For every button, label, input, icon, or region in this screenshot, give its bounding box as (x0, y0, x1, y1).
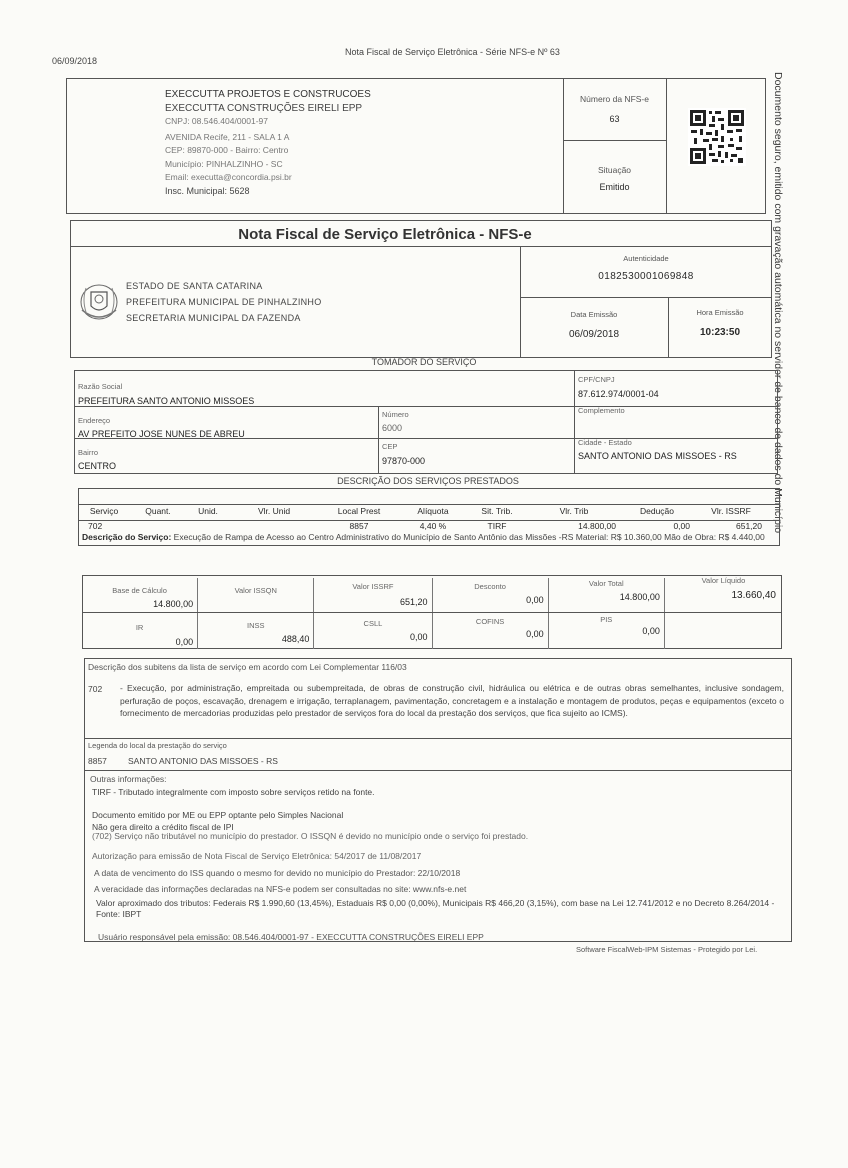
col-tax-status: Sit. Trib. (481, 506, 513, 516)
tax-ir (82, 613, 198, 649)
cell-deduction: 0,00 (673, 521, 690, 531)
tax-pis-label: PIS (600, 615, 613, 624)
local-name: SANTO ANTONIO DAS MISSOES - RS (128, 756, 278, 766)
total-net-label: Valor Líquido (701, 576, 746, 585)
tax-cofins-value: 0,00 (526, 629, 544, 639)
total-amount-value: 14.800,00 (619, 592, 660, 602)
taker-divider-1 (74, 406, 778, 407)
prefecture-state: ESTADO DE SANTA CATARINA (126, 281, 263, 291)
taker-divider-3 (574, 370, 575, 474)
taker-number-label: Número (382, 410, 409, 419)
total-issrf (314, 578, 432, 612)
taker-complement-label: Complemento (578, 406, 625, 415)
taker-district: CENTRO (78, 461, 116, 471)
main-title: Nota Fiscal de Serviço Eletrônica - NFS-e (238, 226, 532, 243)
page-header-title: Nota Fiscal de Serviço Eletrônica - Série NFS-e Nº 63 (345, 47, 560, 57)
total-amount (549, 578, 665, 612)
local-label: Legenda do local da prestação do serviço (88, 741, 227, 750)
totals-row-2 (82, 613, 782, 649)
total-amount-label: Valor Total (588, 579, 624, 588)
taker-cep: 97870-000 (382, 456, 426, 466)
nfse-status: Emitido (599, 182, 630, 192)
software-footer: Software FiscalWeb-IPM Sistemas - Protegido por Lei. (576, 945, 758, 954)
auth-divider-2 (520, 297, 772, 298)
tax-cofins-label: COFINS (475, 617, 505, 626)
issuer-email: Email: executta@concordia.psi.br (165, 172, 292, 182)
total-net (665, 578, 782, 612)
cell-unit-value (230, 521, 318, 531)
col-local: Local Prest (337, 506, 381, 516)
other-info-label: Outras informações: (90, 774, 167, 784)
other-info-line-6: A veracidade das informações declaradas na NFS-e podem ser consultadas no site: www.nfs-e.net (94, 884, 467, 894)
issue-date: 06/09/2018 (568, 329, 620, 340)
prefecture-info (126, 278, 322, 326)
total-issrf-value: 651,20 (399, 597, 428, 607)
print-date: 06/09/2018 (52, 56, 98, 66)
taker-city-label: Cidade - Estado (578, 438, 632, 447)
total-base-label: Base de Cálculo (112, 586, 167, 595)
issuer-trade-name: EXECCUTTA PROJETOS E CONSTRUCOES (165, 89, 371, 100)
total-issrf-label: Valor ISSRF (352, 582, 394, 591)
cell-unit (186, 521, 230, 531)
col-deduction: Dedução (639, 506, 675, 516)
col-unit-value: Vlr. Unid (257, 506, 291, 516)
prefecture-name: PREFEITURA MUNICIPAL DE PINHALZINHO (126, 297, 322, 307)
cell-service: 702 (88, 521, 103, 531)
taker-address: AV PREFEITO JOSE NUNES DE ABREU (78, 429, 245, 439)
issuer-divider-2 (666, 78, 667, 214)
col-service: Serviço (89, 506, 119, 516)
tax-csll (314, 613, 432, 649)
issuer-cnpj: CNPJ: 08.546.404/0001-97 (165, 116, 269, 126)
local-code: 8857 (88, 756, 107, 766)
services-header-line (78, 504, 780, 505)
services-header-row (78, 506, 780, 516)
nfse-number: 63 (609, 114, 620, 124)
title-divider (70, 246, 772, 247)
other-info-line-4: Autorização para emissão de Nota Fiscal de Serviço Eletrônica: 54/2017 de 11/08/2017 (92, 851, 422, 861)
subitem-text: - Execução, por administração, empreitada ou subempreitada, de obras de construção civil, hidráulica ou elétrica e de outras obras semelhantes, inclusive sondagem, perfuração de poços, escavação, drenagem e irrigação, terraplanagem, pavimentação, concretagem e a instalação e montagem de produtos, peças e equipamentos (exceto o fornecimento de mercadorias produzidas pelo prestador de serviços fora do local da prestação dos serviços, que fica sujeito ao ICMS). (120, 683, 784, 718)
tax-pis (549, 613, 665, 649)
cell-local: 8857 (349, 521, 369, 531)
total-net-value: 13.660,40 (731, 590, 776, 601)
taker-cnpj: 87.612.974/0001-04 (578, 389, 659, 399)
total-discount-label: Desconto (474, 582, 506, 591)
taker-number: 6000 (382, 423, 403, 433)
issuer-divider-3 (563, 140, 666, 141)
issue-time: 10:23:50 (699, 327, 741, 338)
other-info-line-2: Não gera direito a crédito fiscal de IPI (92, 822, 234, 832)
tax-ir-label: IR (135, 623, 144, 632)
issue-time-label: Hora Emissão (696, 308, 744, 317)
other-info-line-5: A data de vencimento do ISS quando o mesmo for devido no município do Prestador: 22/10/2018 (94, 868, 461, 878)
issuer-municipal-reg: Insc. Municipal: 5628 (165, 185, 250, 196)
subitem-code: 702 (88, 684, 103, 694)
other-info-line-7: Valor aproximado dos tributos: Federais R$ 1.990,60 (13,45%), Estaduais R$ 0,00 (0,00%), Municipais R$ 466,20 (3,15%), com base na Lei 12.741/2012 e no Decreto 8.264/2014 - Fonte: IBPT (96, 898, 775, 919)
prefecture-secretariat: SECRETARIA MUNICIPAL DA FAZENDA (126, 313, 301, 323)
tax-ir-value: 0,00 (175, 637, 194, 647)
issuer-cep: CEP: 89870-000 - Bairro: Centro (165, 145, 289, 155)
tax-empty-cell (665, 613, 782, 649)
total-base (82, 578, 198, 612)
tax-pis-value: 0,00 (642, 626, 660, 636)
total-discount-value: 0,00 (526, 595, 544, 605)
tax-csll-value: 0,00 (409, 632, 428, 642)
total-issqn-label: Valor ISSQN (234, 586, 277, 595)
other-info-line-1: Documento emitido por ME ou EPP optante pelo Simples Nacional (92, 810, 344, 820)
qr-code (688, 108, 746, 166)
taker-city: SANTO ANTONIO DAS MISSOES - RS (578, 451, 737, 461)
taker-section-title: TOMADOR DO SERVIÇO (371, 357, 477, 367)
tax-cofins (433, 613, 549, 649)
tax-inss (198, 613, 314, 649)
other-info-line-8: Usuário responsável pela emissão: 08.546.404/0001-97 - EXECCUTTA CONSTRUÇÕES EIRELI EPP (98, 932, 484, 942)
subitem-label: Descrição dos subitens da lista de serviço em acordo com Lei Complementar 116/03 (88, 662, 407, 672)
totals-row-1 (82, 578, 782, 612)
col-qty: Quant. (145, 506, 171, 516)
cell-rate: 4,40 % (419, 521, 447, 531)
info-divider-1 (84, 738, 792, 739)
auth-label: Autenticidade (623, 254, 669, 263)
service-description-label: Descrição do Serviço: (82, 532, 172, 542)
services-section-title: DESCRIÇÃO DOS SERVIÇOS PRESTADOS (337, 476, 519, 486)
taker-name: PREFEITURA SANTO ANTONIO MISSOES (78, 396, 255, 406)
coat-of-arms-icon (78, 280, 120, 326)
tax-csll-label: CSLL (363, 619, 383, 628)
col-rate: Alíquota (417, 506, 449, 516)
taker-name-label: Razão Social (78, 382, 123, 391)
info-divider-2 (84, 770, 792, 771)
taker-address-label: Endereço (78, 416, 111, 425)
taker-cnpj-label: CPF/CNPJ (578, 375, 615, 384)
auth-code: 0182530001069848 (598, 271, 694, 282)
taker-divider-4 (378, 406, 379, 474)
taker-district-label: Bairro (78, 448, 99, 457)
side-security-note: Documento seguro, emitido com gravação automática no servidor de banco de dados do Município (772, 72, 784, 534)
cell-qty (130, 521, 186, 531)
total-base-value: 14.800,00 (153, 599, 194, 609)
other-info-line-0: TIRF - Tributado integralmente com imposto sobre serviços retido na fonte. (92, 787, 375, 797)
nfse-number-label: Número da NFS-e (580, 94, 649, 104)
services-data-row (78, 521, 780, 531)
nfse-status-label: Situação (597, 165, 632, 175)
col-unit: Unid. (198, 506, 218, 516)
cell-tax-status: TIRF (487, 521, 507, 531)
tax-inss-label: INSS (247, 621, 265, 630)
issuer-address: AVENIDA Recife, 211 - SALA 1 A (165, 131, 290, 142)
issuer-info (165, 88, 371, 198)
total-issqn (198, 578, 314, 612)
issuer-legal-name: EXECCUTTA CONSTRUÇÕES EIRELI EPP (165, 102, 363, 114)
tax-inss-value: 488,40 (281, 634, 310, 644)
issue-date-label: Data Emissão (570, 310, 618, 319)
col-tax-value: Vlr. Trib (559, 506, 589, 516)
service-description (82, 532, 776, 543)
issuer-city: Município: PINHALZINHO - SC (165, 158, 283, 169)
service-description-text: Execução de Rampa de Acesso ao Centro Administrativo do Município de Santo Antônio das Missões -RS Material: R$ 10.360,00 Mão de Obra: R$ 4.440,00 (173, 532, 765, 542)
other-info-line-3: (702) Serviço não tributável no município do prestador. O ISSQN é devido no município onde o serviço foi prestado. (92, 831, 529, 841)
taker-cep-label: CEP (382, 442, 398, 451)
cell-tax-value: 14.800,00 (578, 521, 616, 531)
total-discount (433, 578, 549, 612)
cell-issrf: 651,20 (736, 521, 762, 531)
col-issrf: Vlr. ISSRF (711, 506, 751, 516)
